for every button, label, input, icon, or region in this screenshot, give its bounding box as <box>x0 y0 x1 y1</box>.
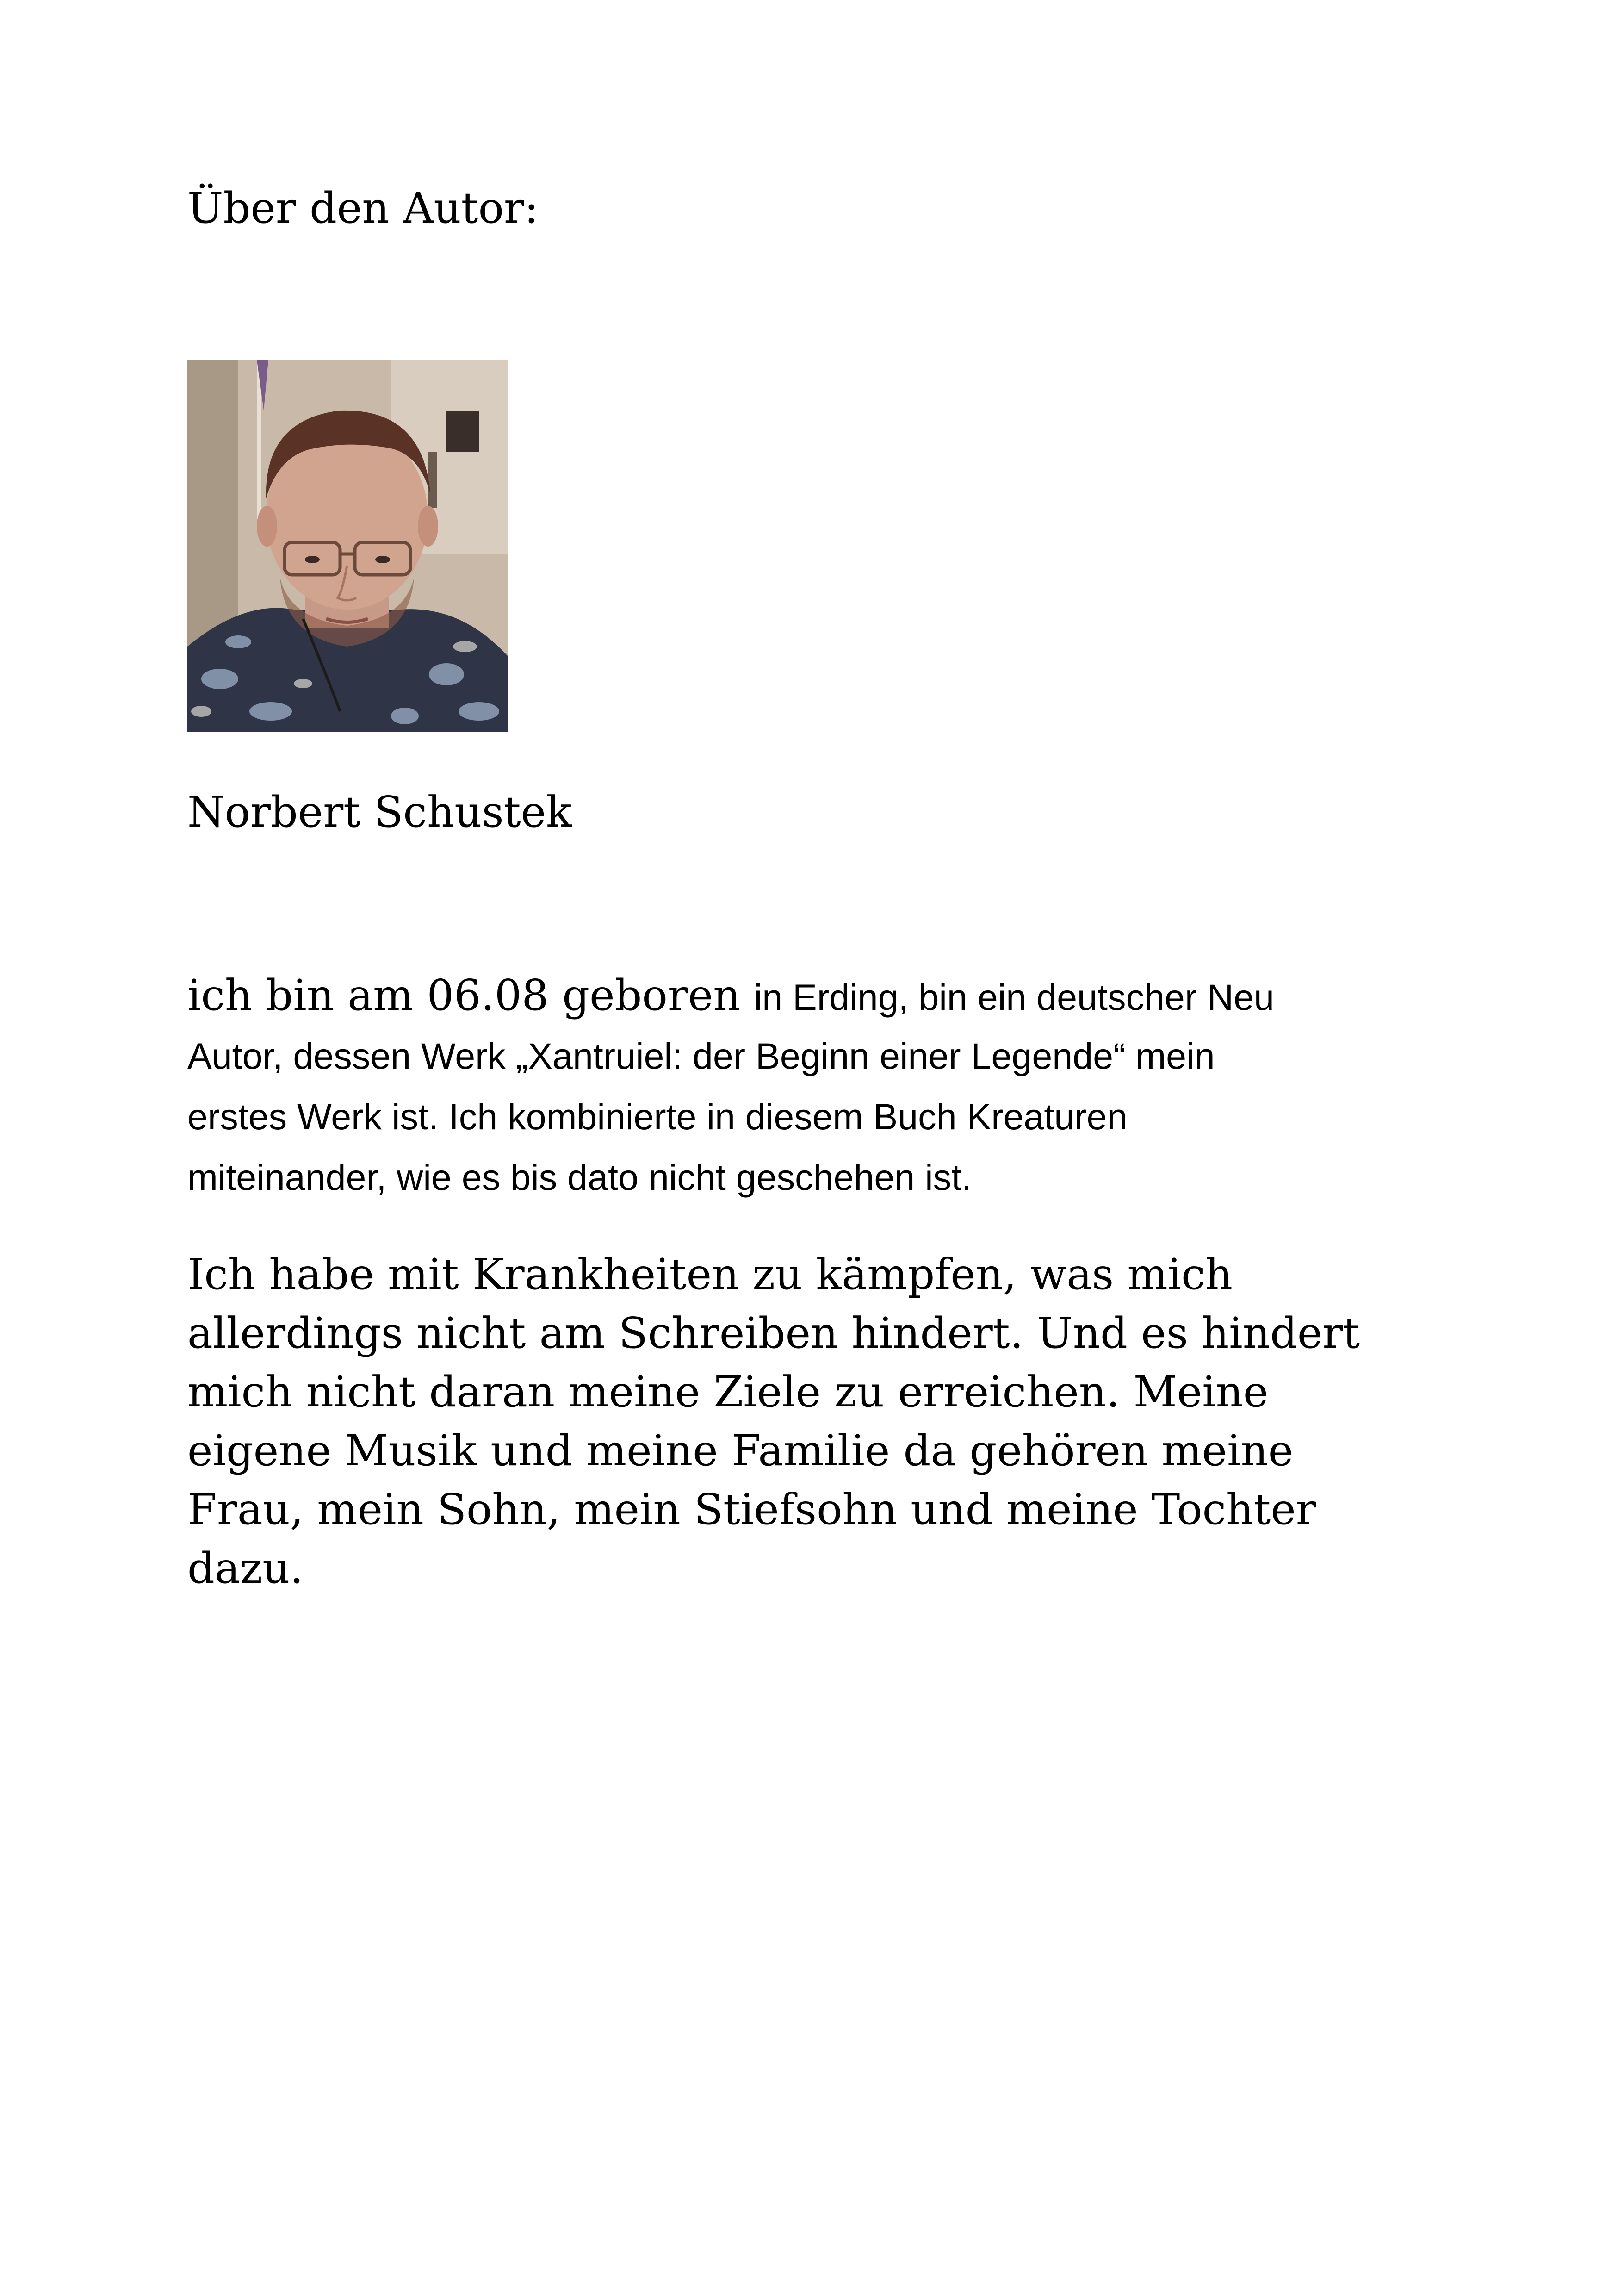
paragraph-text-sans: in Erding, bin ein deutscher Neu <box>754 977 1274 1018</box>
author-name: Norbert Schustek <box>187 787 572 837</box>
biography-paragraph-1 <box>187 965 1437 1207</box>
portrait-illustration <box>187 360 508 732</box>
paragraph-line: dazu. <box>187 1543 304 1593</box>
paragraph-line: erstes Werk ist. Ich kombinierte in diesem Buch Kreaturen <box>187 1096 1128 1137</box>
paragraph-line: Frau, mein Sohn, mein Stiefsohn und meine Tochter <box>187 1485 1316 1534</box>
page-heading: Über den Autor: <box>187 183 539 233</box>
paragraph-line <box>187 965 1437 1026</box>
paragraph-line: Autor, dessen Werk „Xantruiel: der Beginn einer Legende“ mein <box>187 1035 1215 1076</box>
paragraph-line: mich nicht daran meine Ziele zu erreichen. Meine <box>187 1367 1269 1417</box>
paragraph-line: Ich habe mit Krankheiten zu kämpfen, was mich <box>187 1250 1233 1299</box>
paragraph-line: eigene Musik und meine Familie da gehören meine <box>187 1426 1294 1475</box>
paragraph-line: allerdings nicht am Schreiben hindert. Und es hindert <box>187 1308 1360 1358</box>
paragraph-line: miteinander, wie es bis dato nicht geschehen ist. <box>187 1157 972 1198</box>
paragraph-text-serif: ich bin am 06.08 geboren <box>187 971 754 1020</box>
author-portrait <box>187 360 508 732</box>
biography-paragraph-2 <box>187 1245 1483 1598</box>
